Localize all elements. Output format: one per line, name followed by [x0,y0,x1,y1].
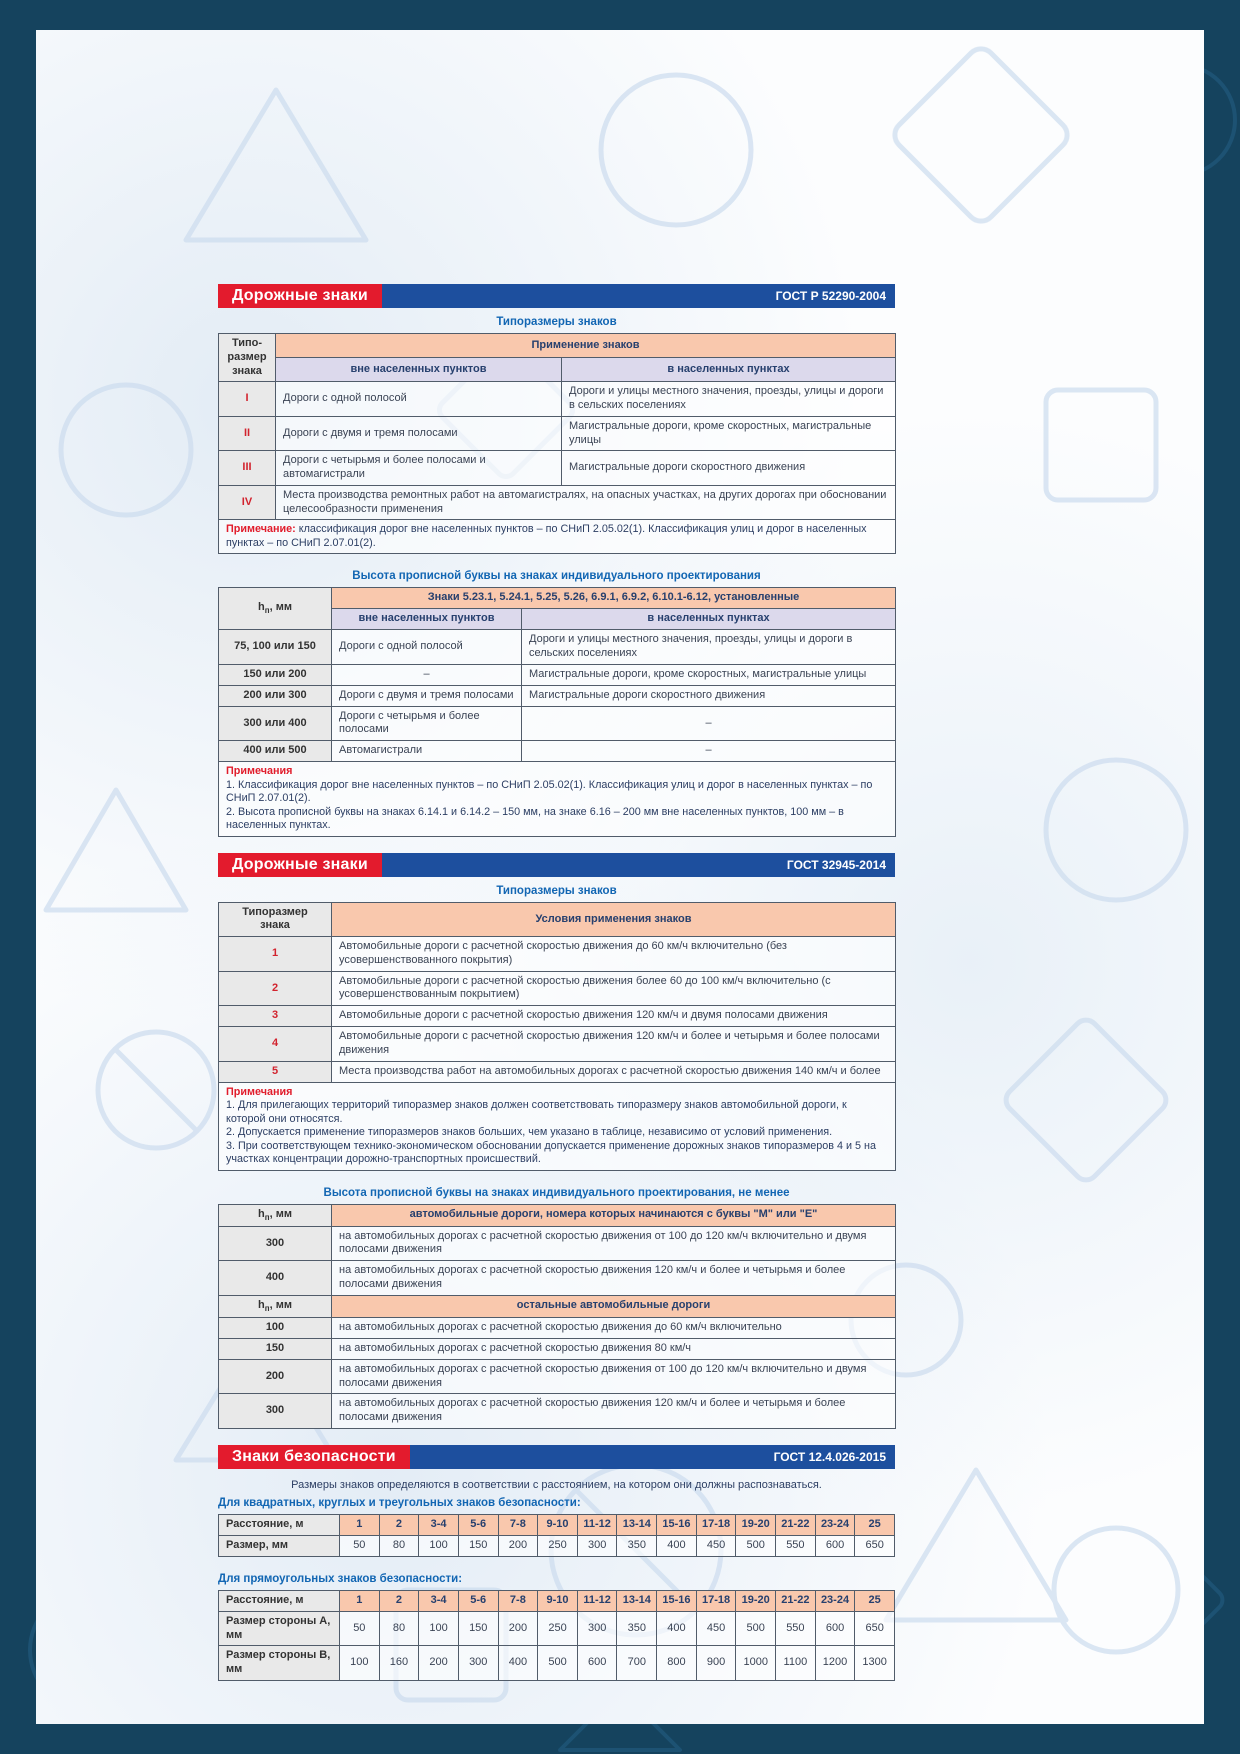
height-cell: 300 или 400 [219,706,332,741]
table-row [219,451,896,486]
cell: Дороги с двумя и тремя полосами [276,416,562,451]
rect-signs-label: Для прямоугольных знаков безопасности: [218,1572,463,1585]
cell: 3-4 [419,1514,459,1535]
table3-caption: Типоразмеры знаков [496,884,617,897]
table-row [219,1027,896,1062]
cell: 450 [696,1535,736,1556]
table1-caption: Типоразмеры знаков [496,316,617,328]
cell: Дороги с одной полосой [276,382,562,417]
cell: 600 [815,1611,855,1646]
cell: 900 [696,1646,736,1681]
notes-title: Примечания [226,1085,293,1098]
table-row [219,1061,896,1082]
cell: 1000 [736,1646,776,1681]
cell: 2 [379,1514,419,1535]
content-column [218,284,895,1697]
subheader-inside: в населенных пунктах [522,609,896,630]
cell: 9-10 [538,1590,578,1611]
cell: Места производства ремонтных работ на автомагистралях, на опасных участках, на других дорогах при обосновании целесообразности применения [276,485,896,520]
height-cell: 150 [219,1338,332,1359]
row-label: Расстояние, м [219,1514,340,1535]
height-cell: 300 [219,1394,332,1429]
table-row [219,937,896,972]
apply-header: Применение знаков [276,334,896,358]
cell: 50 [340,1611,380,1646]
cell: 9-10 [538,1514,578,1535]
cell: 23-24 [815,1590,855,1611]
size-cell: IV [219,485,276,520]
cell: 23-24 [815,1514,855,1535]
size-cell: I [219,382,276,417]
cell: 3-4 [419,1590,459,1611]
note-line: 3. При соответствующем технико-экономическом обосновании допускается применение дорожных знаков типоразмеров 4 и 5 на участках концентрации дорожно-транспортных происшествий. [226,1139,877,1166]
cell: на автомобильных дорогах с расчетной скоростью движения от 100 до 120 км/ч включительно и двумя полосами движения [332,1359,896,1394]
table-header-row [219,902,896,937]
cell: 250 [538,1611,578,1646]
cell: Магистральные дороги скоростного движения [522,685,896,706]
table-row [219,382,896,417]
cell: на автомобильных дорогах с расчетной скоростью движения от 100 до 120 км/ч включительно и двумя полосами движения [332,1226,896,1261]
subheader-inside: в населенных пунктах [562,358,896,382]
size-cell: 1 [219,937,332,972]
gost-number: ГОСТ Р 52290-2004 [775,289,886,303]
cell: 200 [498,1611,538,1646]
h-header: $h_п$, мм [219,1295,332,1317]
table-header-row [219,1204,896,1226]
cell: 2 [379,1590,419,1611]
square-signs-size-table [218,1514,895,1557]
cell: 450 [696,1611,736,1646]
cell: 25 [855,1514,895,1535]
gost-number: ГОСТ 12.4.026-2015 [773,1449,886,1464]
height-cell: 400 или 500 [219,741,332,762]
cell: 19-20 [736,1590,776,1611]
section-header-road-signs-gost-r [218,284,895,308]
cell: 13-14 [617,1590,657,1611]
table-row [219,664,896,685]
distance-header-row [219,1514,895,1535]
cell: 50 [340,1535,380,1556]
letter-height-table-gost-r [218,587,896,836]
cell: 800 [657,1646,697,1681]
note-line: 2. Высота прописной буквы на знаках 6.14.1 и 6.14.2 – 150 мм, на знаке 6.16 – 200 мм вне населенных пунктов, 100 мм – в населенных пунктах. [226,805,844,832]
safety-caption: Размеры знаков определяются в соответствии с расстоянием, на котором они должны распознаваться. [291,1478,822,1491]
cell: 400 [657,1535,697,1556]
table-note-row [219,520,896,554]
group1-header: автомобильные дороги, номера которых начинаются с буквы "М" или "Е" [332,1204,896,1226]
rect-signs-size-table [218,1590,895,1681]
section-header-safety-signs [218,1445,895,1469]
note-line: 2. Допускается применение типоразмеров знаков больших, чем указано в таблице, независимо от условий применения. [226,1126,833,1139]
cell: 160 [379,1646,419,1681]
cell: 7-8 [498,1514,538,1535]
cell: Дороги и улицы местного значения, проезды, улицы и дороги в сельских поселениях [522,630,896,665]
cell: 400 [657,1611,697,1646]
letter-height-table-gost-32945 [218,1204,896,1429]
cell: 11-12 [577,1514,617,1535]
cell: – [522,706,896,741]
cell: 1100 [776,1646,816,1681]
row-label: Размер стороны А, мм [219,1611,340,1646]
cell: 80 [379,1611,419,1646]
cell: 300 [577,1611,617,1646]
cell: 21-22 [776,1590,816,1611]
subheader-outside: вне населенных пунктов [276,358,562,382]
cell: 600 [577,1646,617,1681]
table-row [219,1226,896,1261]
table-row [219,1338,896,1359]
cell: 350 [617,1535,657,1556]
table4-caption: Высота прописной буквы на знаках индивидуального проектирования, не менее [323,1186,790,1199]
table-header-row [219,588,896,609]
cell: Магистральные дороги, кроме скоростных, магистральные улицы [562,416,896,451]
cell: – [522,741,896,762]
cell: на автомобильных дорогах с расчетной скоростью движения до 60 км/ч включительно [332,1317,896,1338]
cell: 100 [340,1646,380,1681]
cell: 19-20 [736,1514,776,1535]
square-signs-label: Для квадратных, круглых и треугольных знаков безопасности: [218,1496,581,1509]
cell: 15-16 [657,1514,697,1535]
table-row [219,1317,896,1338]
gost-number: ГОСТ 32945-2014 [786,857,886,872]
table-header-row [219,334,896,358]
cell: 550 [776,1535,816,1556]
cell: 150 [458,1611,498,1646]
cell: 700 [617,1646,657,1681]
cell: 500 [538,1646,578,1681]
cell: 300 [577,1535,617,1556]
height-cell: 200 [219,1359,332,1394]
notes-cell [219,1082,896,1170]
h-header: $h_п$, мм [219,1204,332,1226]
cell: 200 [419,1646,459,1681]
cell: на автомобильных дорогах с расчетной скоростью движения 120 км/ч и более и четырьмя и более полосами движения [332,1261,896,1296]
cell: 500 [736,1535,776,1556]
group2-header: остальные автомобильные дороги [332,1295,896,1317]
document-page [36,30,1204,1724]
height-cell: 300 [219,1226,332,1261]
cell: 7-8 [498,1590,538,1611]
note-cell [219,520,896,554]
notes-title: Примечания [226,765,293,778]
height-cell: 400 [219,1261,332,1296]
cell: 80 [379,1535,419,1556]
table-row [219,630,896,665]
cell: Дороги с четырьмя и более полосами и автомагистрали [276,451,562,486]
cell: 17-18 [696,1590,736,1611]
cell: 100 [419,1611,459,1646]
cell: на автомобильных дорогах с расчетной скоростью движения 120 км/ч и более и четырьмя и более полосами движения [332,1394,896,1429]
note-line: 1. Классификация дорог вне населенных пунктов – по СНиП 2.05.02(1). Классификация улиц и дорог в населенных пунктах – по СНиП 2.07.01(2). [226,778,873,805]
cell: 650 [855,1611,895,1646]
cell: Магистральные дороги скоростного движения [562,451,896,486]
size-cell: 4 [219,1027,332,1062]
cell: Места производства работ на автомобильных дорогах с расчетной скоростью движения 140 км/ч и более [332,1061,896,1082]
subheader-outside: вне населенных пунктов [332,609,522,630]
cell: 350 [617,1611,657,1646]
note-line: 1. Для прилегающих территорий типоразмер знаков должен соответствовать типоразмеру знаков автомобильной дороги, к которой они относятся. [226,1099,847,1125]
cell: 5-6 [458,1514,498,1535]
table-notes-row [219,1082,896,1170]
height-cell: 150 или 200 [219,664,332,685]
table2-caption: Высота прописной буквы на знаках индивидуального проектирования [352,570,761,583]
cell: 13-14 [617,1514,657,1535]
signs-header: Знаки 5.23.1, 5.24.1, 5.25, 5.26, 6.9.1, 6.9.2, 6.10.1-6.12, установленные [332,588,896,609]
cell: Дороги с двумя и тремя полосами [332,685,522,706]
size-cell: III [219,451,276,486]
row-label: Размер, мм [219,1535,340,1556]
size-cell: II [219,416,276,451]
table-row [219,685,896,706]
h-header: $h_п$, мм [219,588,332,630]
table-row [219,416,896,451]
cell: на автомобильных дорогах с расчетной скоростью движения 80 км/ч [332,1338,896,1359]
type-sizes-table-gost-r [218,333,896,554]
table-header-row [219,1295,896,1317]
size-cell: 3 [219,1006,332,1027]
col2-header: Условия применения знаков [332,902,896,937]
table-row [219,741,896,762]
cell: Автомагистрали [332,741,522,762]
table-row [219,1394,896,1429]
section-title-badge: Знаки безопасности [218,1445,410,1469]
cell: 5-6 [458,1590,498,1611]
table-row [219,1261,896,1296]
cell: 17-18 [696,1514,736,1535]
side-a-row [219,1611,895,1646]
table-row [219,1006,896,1027]
table-row [219,706,896,741]
cell: 650 [855,1535,895,1556]
col1-header: Типоразмер знака [219,902,332,937]
table-notes-row [219,762,896,836]
cell: 11-12 [577,1590,617,1611]
cell: Автомобильные дороги с расчетной скоростью движения 120 км/ч и двумя полосами движения [332,1006,896,1027]
size-cell: 2 [219,971,332,1006]
notes-cell [219,762,896,836]
side-b-row [219,1646,895,1681]
size-cell: 5 [219,1061,332,1082]
size-value-row [219,1535,895,1556]
height-cell: 200 или 300 [219,685,332,706]
cell: 150 [458,1535,498,1556]
note-text: классификация дорог вне населенных пунктов – по СНиП 2.05.02(1). Классификация улиц и дорог в населенных пунктах – по СНиП 2.07.01(2). [226,523,867,549]
cell: – [332,664,522,685]
cell: 300 [458,1646,498,1681]
cell: 500 [736,1611,776,1646]
cell: 200 [498,1535,538,1556]
cell: Дороги с одной полосой [332,630,522,665]
cell: 550 [776,1611,816,1646]
height-cell: 100 [219,1317,332,1338]
cell: Магистральные дороги, кроме скоростных, магистральные улицы [522,664,896,685]
height-cell: 75, 100 или 150 [219,630,332,665]
cell: 15-16 [657,1590,697,1611]
table-row [219,1359,896,1394]
row-label: Расстояние, м [219,1590,340,1611]
row-label: Размер стороны В, мм [219,1646,340,1681]
section-header-road-signs-gost-32945 [218,853,895,877]
cell: 1300 [855,1646,895,1681]
col1-header: Типо-размер знака [219,334,276,382]
distance-header-row [219,1590,895,1611]
section-title-badge: Дорожные знаки [218,284,382,308]
table-row [219,485,896,520]
cell: 250 [538,1535,578,1556]
section-title-badge: Дорожные знаки [218,853,382,877]
type-sizes-table-gost-32945 [218,902,896,1171]
cell: 25 [855,1590,895,1611]
cell: 100 [419,1535,459,1556]
cell: 21-22 [776,1514,816,1535]
cell: Дороги с четырьмя и более полосами [332,706,522,741]
cell: Автомобильные дороги с расчетной скоростью движения более 60 до 100 км/ч включительно (с усовершенствованным покрытием) [332,971,896,1006]
cell: Автомобильные дороги с расчетной скоростью движения 120 км/ч и более и четырьмя и более полосами движения [332,1027,896,1062]
cell: 1 [340,1590,380,1611]
cell: 1 [340,1514,380,1535]
cell: 400 [498,1646,538,1681]
cell: 1200 [815,1646,855,1681]
cell: Дороги и улицы местного значения, проезды, улицы и дороги в сельских поселениях [562,382,896,417]
cell: Автомобильные дороги с расчетной скоростью движения до 60 км/ч включительно (без усовершенствованного покрытия) [332,937,896,972]
table-row [219,971,896,1006]
note-label: Примечание: [226,523,296,536]
cell: 600 [815,1535,855,1556]
table-subheader-row [219,358,896,382]
